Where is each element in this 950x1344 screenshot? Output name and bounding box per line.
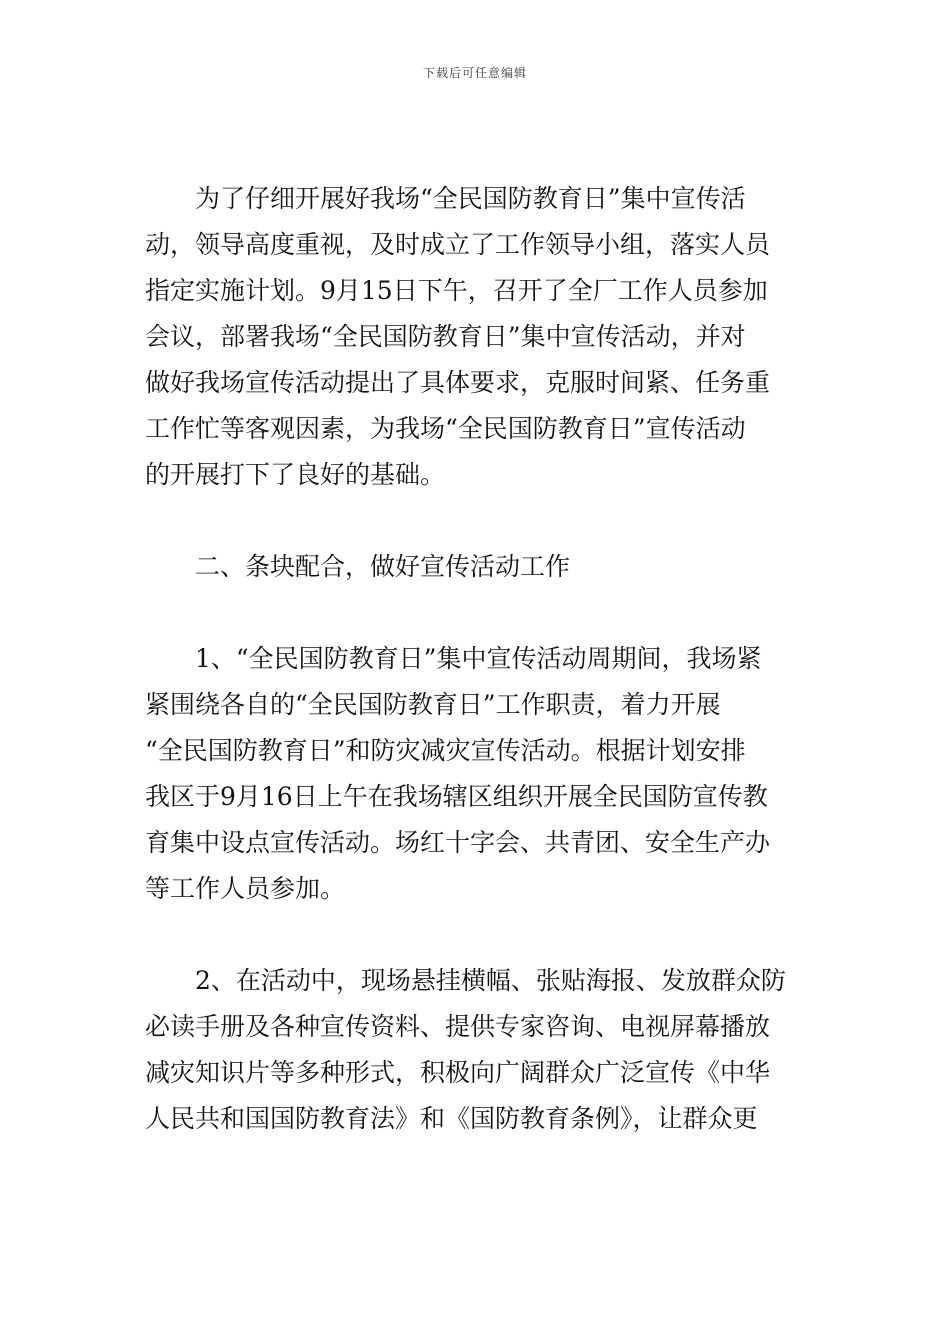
paragraph-line: 工作忙等客观因素，为我场“全民国防教育日”宣传活动 bbox=[145, 414, 746, 443]
paragraph-spacer bbox=[145, 590, 807, 636]
paragraph-line: 我区于9月16日上午在我场辖区组织开展全民国防宣传教 bbox=[145, 782, 768, 811]
paragraph-line: 2、在活动中，现场悬挂横幅、张贴海报、发放群众防 bbox=[195, 966, 786, 995]
paragraph-line: 育集中设点宣传活动。场红十字会、共青团、安全生产办 bbox=[145, 828, 771, 857]
paragraph-line: 会议，部署我场“全民国防教育日”集中宣传活动，并对 bbox=[145, 322, 746, 351]
page-header: 下载后可任意编辑 bbox=[422, 66, 527, 80]
section-heading: 二、条块配合，做好宣传活动工作 bbox=[195, 552, 571, 581]
paragraph-line: 做好我场宣传活动提出了具体要求，克服时间紧、任务重 bbox=[145, 368, 771, 397]
document-body bbox=[145, 176, 807, 1142]
paragraph-line: 必读手册及各种宣传资料、提供专家咨询、电视屏幕播放 bbox=[145, 1012, 771, 1041]
paragraph-line: 减灾知识片等多种形式，积极向广阔群众广泛宣传《中华 bbox=[145, 1058, 771, 1087]
paragraph-line: 紧围绕各自的“全民国防教育日”工作职责，着力开展 bbox=[145, 690, 721, 719]
paragraph-planning bbox=[145, 176, 807, 498]
paragraph-line: 人民共和国国防教育法》和《国防教育条例》，让群众更 bbox=[145, 1104, 758, 1133]
paragraph-line: 动，领导高度重视，及时成立了工作领导小组，落实人员 bbox=[145, 230, 771, 259]
paragraph-item-2 bbox=[145, 958, 807, 1142]
paragraph-line: 指定实施计划。9月15日下午，召开了全厂工作人员参加 bbox=[145, 276, 768, 305]
paragraph-line: “全民国防教育日”和防灾减灾宣传活动。根据计划安排 bbox=[145, 736, 746, 765]
paragraph-item-1 bbox=[145, 636, 807, 912]
paragraph-line: 的开展打下了良好的基础。 bbox=[145, 460, 446, 489]
paragraph-line: 为了仔细开展好我场“全民国防教育日”集中宣传活 bbox=[195, 184, 746, 213]
paragraph-spacer bbox=[145, 912, 807, 958]
paragraph-line: 1、“全民国防教育日”集中宣传活动周期间，我场紧 bbox=[195, 644, 762, 673]
paragraph-spacer bbox=[145, 498, 807, 544]
paragraph-line: 等工作人员参加。 bbox=[145, 874, 346, 903]
